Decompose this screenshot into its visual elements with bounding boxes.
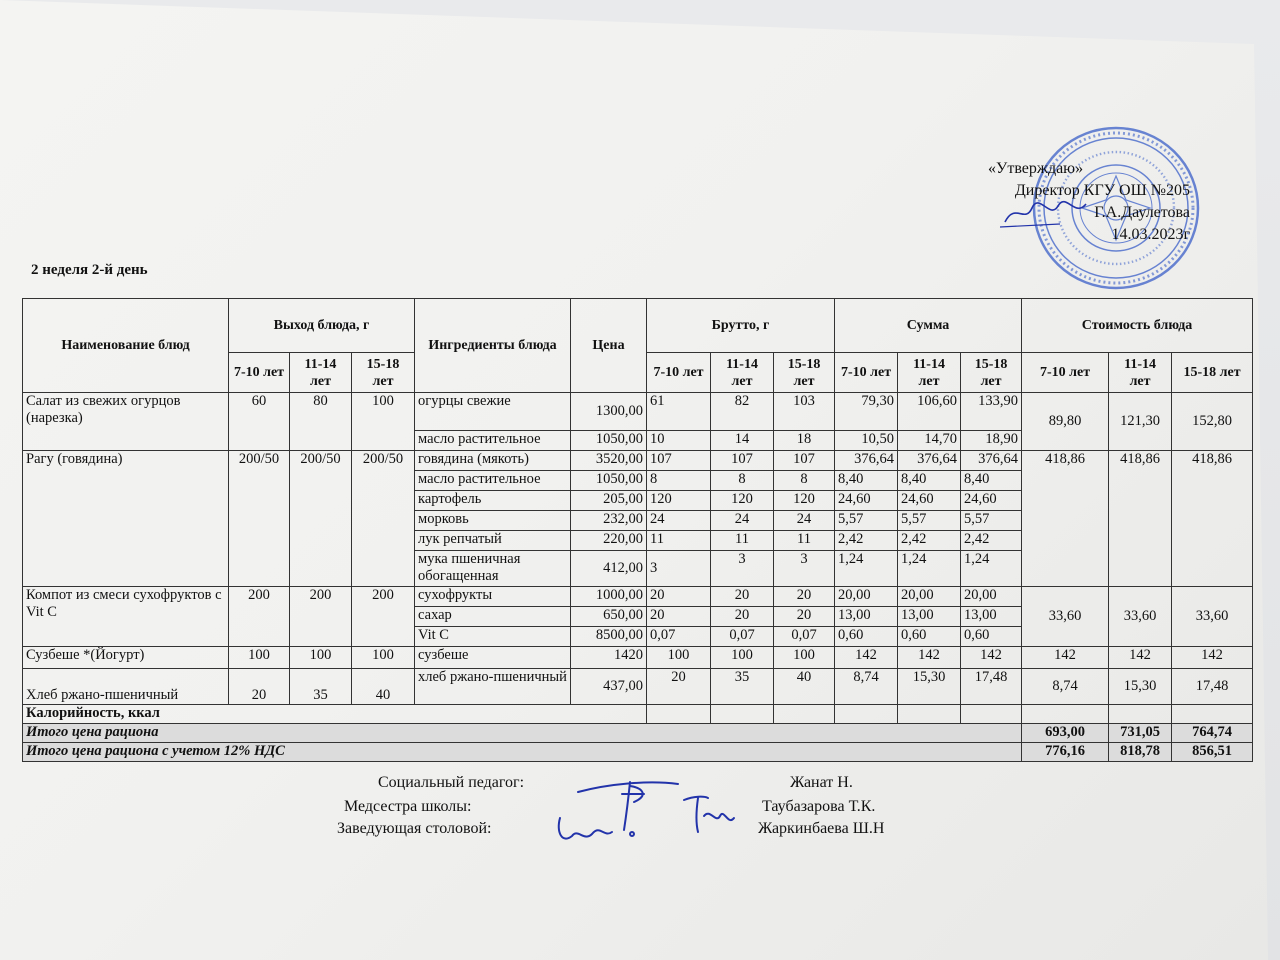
sum-value: 376,64 [835, 451, 898, 471]
brutto-value: 20 [774, 587, 835, 607]
price: 1050,00 [571, 431, 647, 451]
output-value: 200 [290, 587, 352, 647]
dish-name: Рагу (говядина) [23, 451, 229, 587]
sum-value: 0,60 [835, 627, 898, 647]
header-age: 11-14 лет [711, 353, 774, 393]
sum-value: 1,24 [898, 551, 961, 587]
total-row [23, 724, 1253, 743]
price: 3520,00 [571, 451, 647, 471]
dish-name: Сузбеше *(Йогурт) [23, 647, 229, 669]
approval-position: Директор КГУ ОШ №205 [1014, 182, 1190, 199]
brutto-value: 20 [774, 607, 835, 627]
sum-value: 14,70 [898, 431, 961, 451]
sum-value: 1,24 [961, 551, 1022, 587]
brutto-value: 120 [774, 491, 835, 511]
total-value: 764,74 [1172, 724, 1253, 743]
header-age: 11-14 лет [1109, 353, 1172, 393]
ingredient: сузбеше [415, 647, 571, 669]
brutto-value: 20 [647, 587, 711, 607]
signature-role: Медсестра школы: [344, 798, 472, 815]
header-age: 7-10 лет [647, 353, 711, 393]
header-ingredients: Ингредиенты блюда [415, 299, 571, 393]
dish-cost: 33,60 [1109, 587, 1172, 647]
brutto-value: 24 [647, 511, 711, 531]
ingredient: лук репчатый [415, 531, 571, 551]
sum-value: 8,40 [898, 471, 961, 491]
dish-cost: 418,86 [1172, 451, 1253, 587]
dish-name: Компот из смеси сухофруктов с Vit C [23, 587, 229, 647]
price: 220,00 [571, 531, 647, 551]
sum-value: 79,30 [835, 393, 898, 431]
brutto-value: 40 [774, 669, 835, 705]
brutto-value: 20 [647, 669, 711, 705]
sum-value: 8,40 [961, 471, 1022, 491]
header-dish-name: Наименование блюд [23, 299, 229, 393]
menu-table [22, 298, 1253, 762]
dish-cost: 142 [1172, 647, 1253, 669]
output-value: 20 [229, 669, 290, 705]
dish-cost: 142 [1109, 647, 1172, 669]
approval-director-name: Г.А.Даулетова [1094, 204, 1190, 221]
signature-role: Заведующая столовой: [337, 820, 492, 837]
price: 8500,00 [571, 627, 647, 647]
brutto-value: 8 [711, 471, 774, 491]
dish-cost: 418,86 [1109, 451, 1172, 587]
price: 1420 [571, 647, 647, 669]
brutto-value: 20 [711, 607, 774, 627]
header-brutto: Брутто, г [647, 299, 835, 353]
total-vat-value: 818,78 [1109, 743, 1172, 762]
price: 650,00 [571, 607, 647, 627]
header-age: 15-18 лет [352, 353, 415, 393]
ingredient: хлеб ржано-пшеничный [415, 669, 571, 705]
price: 437,00 [571, 669, 647, 705]
header-age: 11-14 лет [898, 353, 961, 393]
ingredient: говядина (мякоть) [415, 451, 571, 471]
brutto-value: 3 [774, 551, 835, 587]
dish-name: Салат из свежих огурцов (нарезка) [23, 393, 229, 451]
sum-value: 2,42 [898, 531, 961, 551]
output-value: 200/50 [229, 451, 290, 587]
output-value: 80 [290, 393, 352, 451]
header-age: 7-10 лет [229, 353, 290, 393]
header-age: 15-18 лет [774, 353, 835, 393]
table-row [23, 393, 1253, 431]
sum-value: 17,48 [961, 669, 1022, 705]
sum-value: 10,50 [835, 431, 898, 451]
brutto-value: 11 [774, 531, 835, 551]
handwritten-signatures [548, 772, 768, 852]
table-row [23, 647, 1253, 669]
brutto-value: 14 [711, 431, 774, 451]
sum-value: 376,64 [961, 451, 1022, 471]
brutto-value: 3 [647, 551, 711, 587]
dish-cost: 8,74 [1022, 669, 1109, 705]
total-vat-label: Итого цена рациона с учетом 12% НДС [23, 743, 1022, 762]
price: 1000,00 [571, 587, 647, 607]
output-value: 200/50 [352, 451, 415, 587]
output-value: 100 [290, 647, 352, 669]
ingredient: сухофрукты [415, 587, 571, 607]
sum-value: 15,30 [898, 669, 961, 705]
sum-value: 2,42 [835, 531, 898, 551]
sum-value: 18,90 [961, 431, 1022, 451]
sum-value: 24,60 [961, 491, 1022, 511]
signature-name: Таубазарова Т.К. [762, 798, 876, 815]
total-value: 731,05 [1109, 724, 1172, 743]
ingredient: масло растительное [415, 431, 571, 451]
output-value: 100 [229, 647, 290, 669]
header-age: 7-10 лет [1022, 353, 1109, 393]
dish-cost: 17,48 [1172, 669, 1253, 705]
dish-cost: 15,30 [1109, 669, 1172, 705]
brutto-value: 20 [711, 587, 774, 607]
price: 1050,00 [571, 471, 647, 491]
sum-value: 2,42 [961, 531, 1022, 551]
sum-value: 142 [835, 647, 898, 669]
signature-role: Социальный педагог: [378, 774, 525, 791]
total-vat-value: 776,16 [1022, 743, 1109, 762]
brutto-value: 8 [774, 471, 835, 491]
brutto-value: 100 [711, 647, 774, 669]
dish-cost: 33,60 [1172, 587, 1253, 647]
header-output: Выход блюда, г [229, 299, 415, 353]
brutto-value: 103 [774, 393, 835, 431]
sum-value: 20,00 [898, 587, 961, 607]
dish-cost: 33,60 [1022, 587, 1109, 647]
table-row [23, 451, 1253, 471]
brutto-value: 100 [774, 647, 835, 669]
dish-cost: 418,86 [1022, 451, 1109, 587]
dish-name: Хлеб ржано-пшеничный [23, 669, 229, 705]
brutto-value: 100 [647, 647, 711, 669]
brutto-value: 107 [711, 451, 774, 471]
signature-name: Жаркинбаева Ш.Н [758, 820, 885, 837]
ingredient: Vit C [415, 627, 571, 647]
header-age: 15-18 лет [1172, 353, 1253, 393]
total-value: 693,00 [1022, 724, 1109, 743]
brutto-value: 8 [647, 471, 711, 491]
sum-value: 142 [898, 647, 961, 669]
brutto-value: 11 [647, 531, 711, 551]
brutto-value: 24 [774, 511, 835, 531]
table-row [23, 669, 1253, 705]
brutto-value: 20 [647, 607, 711, 627]
brutto-value: 11 [711, 531, 774, 551]
output-value: 200 [229, 587, 290, 647]
sum-value: 376,64 [898, 451, 961, 471]
approval-date: 14.03.2023г [1111, 226, 1190, 243]
sum-value: 5,57 [961, 511, 1022, 531]
price: 412,00 [571, 551, 647, 587]
ingredient: сахар [415, 607, 571, 627]
sum-value: 24,60 [835, 491, 898, 511]
header-dish-cost: Стоимость блюда [1022, 299, 1253, 353]
brutto-value: 61 [647, 393, 711, 431]
brutto-value: 3 [711, 551, 774, 587]
sum-value: 20,00 [961, 587, 1022, 607]
dish-cost: 89,80 [1022, 393, 1109, 451]
ingredient: масло растительное [415, 471, 571, 491]
brutto-value: 35 [711, 669, 774, 705]
output-value: 100 [352, 647, 415, 669]
output-value: 35 [290, 669, 352, 705]
calories-label: Калорийность, ккал [23, 705, 647, 724]
brutto-value: 120 [647, 491, 711, 511]
header-age: 7-10 лет [835, 353, 898, 393]
sum-value: 13,00 [835, 607, 898, 627]
brutto-value: 107 [774, 451, 835, 471]
total-vat-row [23, 743, 1253, 762]
sum-value: 0,60 [961, 627, 1022, 647]
brutto-value: 82 [711, 393, 774, 431]
ingredient: мука пшеничная обогащенная [415, 551, 571, 587]
output-value: 200 [352, 587, 415, 647]
sum-value: 20,00 [835, 587, 898, 607]
director-signature [1000, 194, 1090, 234]
total-label: Итого цена рациона [23, 724, 1022, 743]
ingredient: огурцы свежие [415, 393, 571, 431]
week-day-label: 2 неделя 2-й день [31, 262, 148, 278]
sum-value: 142 [961, 647, 1022, 669]
price: 1300,00 [571, 393, 647, 431]
brutto-value: 0,07 [774, 627, 835, 647]
sum-value: 5,57 [898, 511, 961, 531]
dish-cost: 152,80 [1172, 393, 1253, 451]
calories-row [23, 705, 1253, 724]
dish-cost: 142 [1022, 647, 1109, 669]
brutto-value: 0,07 [711, 627, 774, 647]
brutto-value: 18 [774, 431, 835, 451]
sum-value: 0,60 [898, 627, 961, 647]
approval-title: «Утверждаю» [988, 160, 1084, 177]
brutto-value: 10 [647, 431, 711, 451]
brutto-value: 120 [711, 491, 774, 511]
sum-value: 8,74 [835, 669, 898, 705]
header-sum: Сумма [835, 299, 1022, 353]
brutto-value: 0,07 [647, 627, 711, 647]
output-value: 60 [229, 393, 290, 451]
sum-value: 8,40 [835, 471, 898, 491]
brutto-value: 107 [647, 451, 711, 471]
total-vat-value: 856,51 [1172, 743, 1253, 762]
sum-value: 1,24 [835, 551, 898, 587]
sum-value: 5,57 [835, 511, 898, 531]
header-price: Цена [571, 299, 647, 393]
output-value: 40 [352, 669, 415, 705]
sum-value: 133,90 [961, 393, 1022, 431]
brutto-value: 24 [711, 511, 774, 531]
ingredient: картофель [415, 491, 571, 511]
sum-value: 13,00 [961, 607, 1022, 627]
price: 232,00 [571, 511, 647, 531]
sum-value: 24,60 [898, 491, 961, 511]
price: 205,00 [571, 491, 647, 511]
table-row [23, 587, 1253, 607]
header-age: 11-14 лет [290, 353, 352, 393]
sum-value: 13,00 [898, 607, 961, 627]
sum-value: 106,60 [898, 393, 961, 431]
ingredient: морковь [415, 511, 571, 531]
dish-cost: 121,30 [1109, 393, 1172, 451]
output-value: 100 [352, 393, 415, 451]
header-age: 15-18 лет [961, 353, 1022, 393]
signature-name: Жанат Н. [790, 774, 853, 791]
output-value: 200/50 [290, 451, 352, 587]
